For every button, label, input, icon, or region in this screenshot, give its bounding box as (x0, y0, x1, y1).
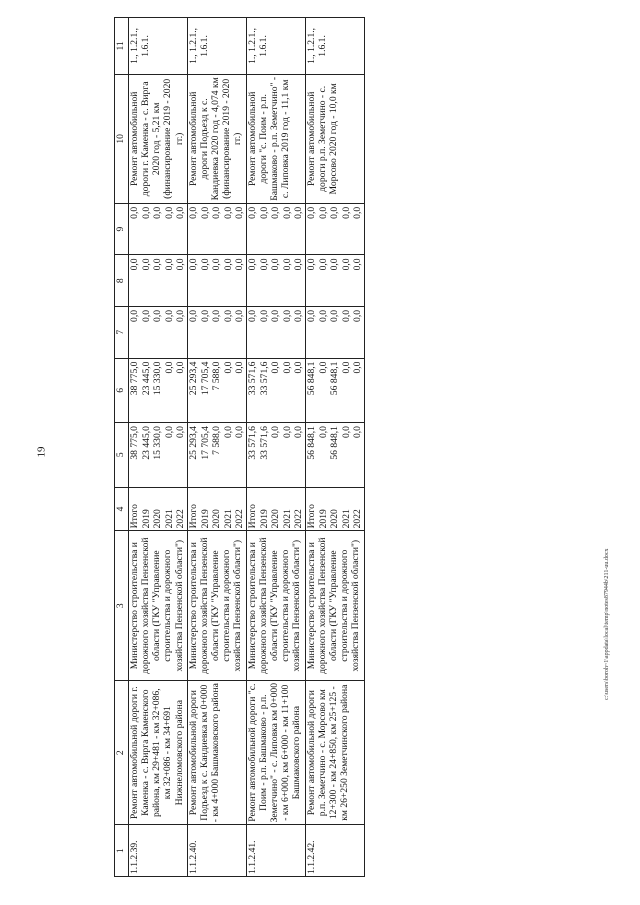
col-header: 2 (115, 680, 129, 824)
years-cell (187, 487, 246, 531)
amount-cell (305, 255, 364, 307)
amount-value: 23 445,0 (140, 426, 152, 460)
amount-value: 0,0 (187, 309, 199, 322)
result-text: Ремонт автомобильной дороги р.п. Земетчино - с. Морсово 2020 год - 10,0 км (305, 74, 364, 203)
amount-value: 33 571,6 (258, 426, 270, 460)
col-header: 4 (115, 487, 129, 531)
amount-value: 0,0 (246, 206, 258, 219)
amount-value: 0,0 (270, 206, 282, 219)
amount-value: 38 775,0 (129, 426, 140, 460)
table-row (305, 18, 364, 877)
amount-value: 0,0 (340, 309, 352, 322)
amount-value: 56 848,1 (305, 361, 317, 396)
amount-value: 23 445,0 (140, 361, 152, 396)
amount-value: 0,0 (246, 309, 258, 322)
col-header: 8 (115, 255, 129, 307)
amount-value: 0,0 (152, 258, 164, 271)
amount-value: 0,0 (317, 426, 329, 439)
amount-value: 0,0 (352, 361, 364, 374)
amount-value: 0,0 (129, 309, 140, 322)
amount-cell (129, 255, 188, 307)
amount-value: 0,0 (211, 206, 223, 219)
amount-value: 0,0 (281, 206, 293, 219)
amount-value: 0,0 (352, 258, 364, 271)
amount-value: 0,0 (211, 309, 223, 322)
years-cell (246, 487, 305, 531)
year-value: 2020 (329, 509, 341, 529)
rotated-page (114, 0, 638, 877)
amount-cell (305, 203, 364, 255)
amount-value: 0,0 (163, 309, 175, 322)
amount-value: 15 330,0 (152, 361, 164, 396)
amount-value: 0,0 (199, 309, 211, 322)
table-row (246, 18, 305, 877)
object-name: Ремонт автомобильной дороги р.п. Земетчино - с. Морсово км 12+300 - км 24+850, км 25+125 - км 26+250 Земетчинского района (305, 680, 364, 824)
amount-value: 0,0 (175, 309, 187, 322)
col-header: 7 (115, 306, 129, 358)
amount-value: 0,0 (352, 309, 364, 322)
amount-value: 0,0 (340, 206, 352, 219)
amount-value: 0,0 (222, 258, 234, 271)
year-value: 2020 (211, 509, 223, 529)
amount-value: 0,0 (352, 206, 364, 219)
amount-value: 0,0 (329, 206, 341, 219)
amount-value: 25 293,4 (187, 361, 199, 396)
amount-value: 0,0 (234, 258, 246, 271)
amount-value: 0,0 (234, 361, 246, 374)
amount-value: 0,0 (270, 258, 282, 271)
col-header: 3 (115, 531, 129, 681)
amount-value: 0,0 (163, 361, 175, 374)
amount-value: 0,0 (317, 206, 329, 219)
amount-value: 0,0 (152, 206, 164, 219)
year-value: 2019 (199, 509, 211, 529)
amount-cell (305, 423, 364, 487)
amount-value: 0,0 (187, 258, 199, 271)
col-header: 10 (115, 74, 129, 203)
col-header: 9 (115, 203, 129, 255)
amount-value: 56 848,1 (329, 361, 341, 396)
amount-value: 0,0 (140, 258, 152, 271)
amount-value: 0,0 (175, 258, 187, 271)
amount-value: 0,0 (187, 206, 199, 219)
amount-value: 7 588,0 (211, 426, 223, 455)
amount-value: 33 571,6 (258, 361, 270, 396)
amount-value: 0,0 (234, 206, 246, 219)
amount-value: 0,0 (258, 309, 270, 322)
amount-cell (246, 358, 305, 422)
executor-name: Министерство строительства и дорожного хозяйства Пензенской области (ГКУ "Управление строительства и дорожного хозяйства Пензенской области") (246, 531, 305, 681)
object-name: Ремонт автомобильной дороги "с. Поим - р.п. Башмаково - р.п. Земетчино" - с. Липовка км 0+000 - км 6+000, км 6+000 - км 11+100 Башмаковского района (246, 680, 305, 824)
year-value: 2022 (352, 509, 364, 529)
amount-value: 0,0 (329, 309, 341, 322)
year-value: 2022 (293, 509, 305, 529)
amount-value: 0,0 (163, 426, 175, 439)
amount-cell (129, 423, 188, 487)
amount-value: 0,0 (281, 426, 293, 439)
amount-value: 0,0 (317, 361, 329, 374)
result-text: Ремонт автомобильной дороги "с. Поим - р.п. Башмаково - р.п. Земетчино" - с. Липовка 2019 год - 11,1 км (246, 74, 305, 203)
page-number: 19 (35, 446, 48, 458)
amount-value: 0,0 (234, 426, 246, 439)
object-name: Ремонт автомобильной дороги Подъезд к с. Кандиевка км 0+000 - км 4+000 Башмаковского района (187, 680, 246, 824)
executor-name: Министерство строительства и дорожного хозяйства Пензенской области (ГКУ "Управление строительства и дорожного хозяйства Пензенской области") (305, 531, 364, 681)
indicators-text: 1., 1.2.1., 1.6.1. (129, 18, 188, 75)
amount-value: 0,0 (199, 258, 211, 271)
amount-cell (187, 255, 246, 307)
amount-value: 0,0 (281, 309, 293, 322)
amount-value: 0,0 (258, 206, 270, 219)
amount-value: 0,0 (163, 258, 175, 271)
year-value: 2019 (258, 509, 270, 529)
year-value: Итого (246, 504, 258, 529)
amount-value: 0,0 (222, 206, 234, 219)
amount-value: 0,0 (305, 206, 317, 219)
amount-value: 0,0 (163, 206, 175, 219)
year-value: Итого (187, 504, 199, 529)
indicators-text: 1., 1.2.1., 1.6.1. (187, 18, 246, 75)
amount-cell (246, 306, 305, 358)
amount-value: 0,0 (129, 206, 140, 219)
year-value: 2021 (340, 509, 352, 529)
amount-value: 0,0 (222, 426, 234, 439)
amount-value: 0,0 (246, 258, 258, 271)
amount-value: 0,0 (340, 258, 352, 271)
amount-value: 0,0 (305, 258, 317, 271)
amount-cell (187, 358, 246, 422)
amount-value: 38 775,0 (129, 361, 140, 396)
amount-cell (246, 255, 305, 307)
amount-value: 17 705,4 (199, 361, 211, 396)
amount-value: 15 330,0 (152, 426, 164, 460)
amount-value: 0,0 (305, 309, 317, 322)
year-value: 2021 (222, 509, 234, 529)
amount-cell (187, 203, 246, 255)
amount-value: 0,0 (140, 309, 152, 322)
col-header: 1 (115, 825, 129, 877)
amount-value: 0,0 (211, 258, 223, 271)
executor-name: Министерство строительства и дорожного хозяйства Пензенской области (ГКУ "Управление строительства и дорожного хозяйства Пензенской области") (187, 531, 246, 681)
years-cell (305, 487, 364, 531)
col-header: 5 (115, 423, 129, 487)
amount-value: 0,0 (281, 258, 293, 271)
year-value: 2020 (270, 509, 282, 529)
amount-cell (129, 358, 188, 422)
executor-name: Министерство строительства и дорожного хозяйства Пензенской области (ГКУ "Управление строительства и дорожного хозяйства Пензенской области") (129, 531, 188, 681)
amount-cell (129, 203, 188, 255)
year-value: Итого (129, 504, 140, 529)
amount-value: 0,0 (175, 206, 187, 219)
table-row (129, 18, 188, 877)
amount-value: 0,0 (293, 426, 305, 439)
row-number: 1.1.2.39. (129, 825, 188, 877)
amount-value: 0,0 (258, 258, 270, 271)
year-value: 2021 (163, 509, 175, 529)
amount-value: 0,0 (340, 426, 352, 439)
amount-value: 0,0 (317, 258, 329, 271)
row-number: 1.1.2.40. (187, 825, 246, 877)
amount-value: 0,0 (293, 206, 305, 219)
table-row (187, 18, 246, 877)
col-header: 6 (115, 358, 129, 422)
amount-value: 7 588,0 (211, 361, 223, 391)
year-value: 2022 (234, 509, 246, 529)
amount-value: 0,0 (317, 309, 329, 322)
header-row (115, 18, 129, 877)
col-header: 11 (115, 18, 129, 75)
amount-value: 25 293,4 (187, 426, 199, 460)
amount-value: 0,0 (270, 426, 282, 439)
amount-value: 0,0 (234, 309, 246, 322)
amount-value: 56 848,1 (329, 426, 341, 460)
amount-value: 0,0 (293, 258, 305, 271)
amount-cell (129, 306, 188, 358)
amount-value: 0,0 (175, 426, 187, 439)
amount-value: 33 571,6 (246, 361, 258, 396)
result-text: Ремонт автомобильной дороги Подъезд к с. Кандиевка 2020 год - 4,074 км (финансирование 2019 - 2020 гг.) (187, 74, 246, 203)
indicators-text: 1., 1.2.1., 1.6.1. (246, 18, 305, 75)
amount-value: 56 848,1 (305, 426, 317, 460)
amount-value: 0,0 (281, 361, 293, 374)
amount-value: 0,0 (222, 361, 234, 374)
amount-value: 17 705,4 (199, 426, 211, 460)
row-number: 1.1.2.42. (305, 825, 364, 877)
amount-value: 0,0 (293, 309, 305, 322)
amount-value: 0,0 (140, 206, 152, 219)
year-value: Итого (305, 504, 317, 529)
amount-value: 0,0 (270, 309, 282, 322)
amount-value: 33 571,6 (246, 426, 258, 460)
indicators-text: 1., 1.2.1., 1.6.1. (305, 18, 364, 75)
result-text: Ремонт автомобильной дороги г. Каменка - с. Вирга 2020 год - 5,21 км (финансирование 2019 - 2020 гг.) (129, 74, 188, 203)
years-cell (129, 487, 188, 531)
year-value: 2022 (175, 509, 187, 529)
amount-cell (246, 203, 305, 255)
amount-cell (187, 423, 246, 487)
amount-cell (305, 306, 364, 358)
amount-value: 0,0 (340, 361, 352, 374)
amount-value: 0,0 (175, 361, 187, 374)
object-name: Ремонт автомобильной дороги г. Каменка - с. Вирга Каменского района, км 29+481 - км 32+086, км 32+086 - км 34+691 Нижнеломовского района (129, 680, 188, 824)
amount-value: 0,0 (222, 309, 234, 322)
year-value: 2019 (140, 509, 152, 529)
amount-value: 0,0 (199, 206, 211, 219)
year-value: 2021 (281, 509, 293, 529)
amount-value: 0,0 (270, 361, 282, 374)
program-table (114, 17, 365, 877)
amount-value: 0,0 (329, 258, 341, 271)
amount-cell (305, 358, 364, 422)
amount-cell (246, 423, 305, 487)
amount-cell (187, 306, 246, 358)
row-number: 1.1.2.41. (246, 825, 305, 877)
amount-value: 0,0 (352, 426, 364, 439)
amount-value: 0,0 (129, 258, 140, 271)
amount-value: 0,0 (293, 361, 305, 374)
file-path-footer: c:\users\boroh~1\appdata\local\temp\notes87944b\211-uu.docx (604, 548, 610, 700)
amount-value: 0,0 (152, 309, 164, 322)
year-value: 2019 (317, 509, 329, 529)
year-value: 2020 (152, 509, 164, 529)
